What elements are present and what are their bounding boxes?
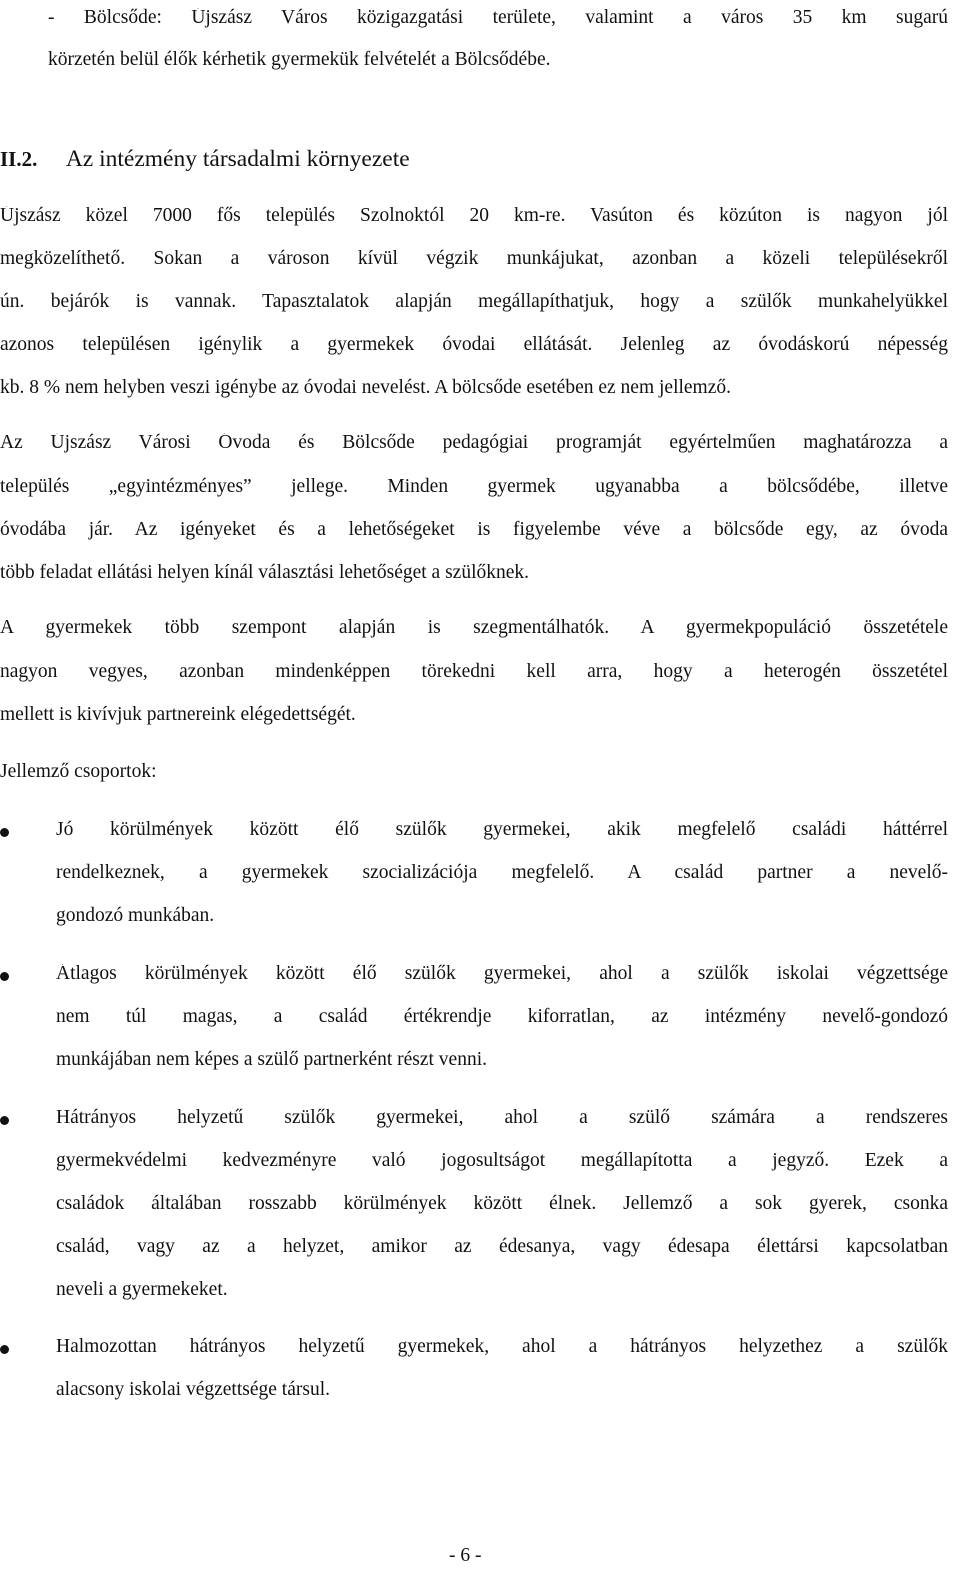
bullet-dot-icon	[0, 1345, 9, 1354]
p2-line-1: Az Újszász Városi Óvoda és Bölcsőde pedagógiai programját egyértelműen maghatározza a	[0, 433, 948, 453]
p2-line-2: település „egyintézményes” jellege. Minden gyermek ugyanabba a bölcsődébe, illetve	[0, 477, 948, 497]
groups-heading: Jellemző csoportok:	[0, 761, 157, 782]
p1-line-4: azonos településen igénylik a gyermekek óvodai ellátását. Jelenleg az óvodáskorú népesség	[0, 335, 948, 355]
section-title: Az intézmény társadalmi környezete	[65, 146, 410, 172]
bullet-4-line-1: Halmozottan hátrányos helyzetű gyermekek, ahol a hátrányos helyzethez a szülők	[56, 1337, 948, 1357]
intro-line-2: körzetén belül élők kérhetik gyermekük felvételét a Bölcsődébe.	[48, 49, 551, 70]
p3-line-3: mellett is kivívjuk partnereink elégedettségét.	[0, 704, 356, 725]
p3-line-1: A gyermekek több szempont alapján is szegmentálhatók. A gyermekpopuláció összetétele	[0, 618, 948, 638]
p1-line-2: megközelíthető. Sokan a városon kívül végzik munkájukat, azonban a közeli településekről	[0, 249, 948, 269]
page-number: - 6 -	[449, 1545, 482, 1566]
bullet-2-line-2: nem túl magas, a család értékrendje kiforratlan, az intézmény nevelő-gondozó	[56, 1007, 948, 1027]
bullet-3-line-5: neveli a gyermekeket.	[56, 1279, 228, 1300]
p1-line-3: ún. bejárók is vannak. Tapasztalatok alapján megállapíthatjuk, hogy a szülők munkahelyükkel	[0, 292, 948, 312]
bullet-dot-icon	[0, 1116, 9, 1125]
bullet-4-line-2: alacsony iskolai végzettsége társul.	[56, 1379, 330, 1400]
bullet-1-line-2: rendelkeznek, a gyermekek szocializációja megfelelő. A család partner a nevelő-	[56, 863, 948, 883]
p2-line-4: több feladat ellátási helyen kínál választási lehetőséget a szülőknek.	[0, 562, 530, 583]
bullet-3-line-4: család, vagy az a helyzet, amikor az édesanya, vagy édesapa élettársi kapcsolatban	[56, 1237, 948, 1257]
bullet-dot-icon	[0, 828, 9, 837]
p3-line-2: nagyon vegyes, azonban mindenképpen törekedni kell arra, hogy a heterogén összetétel	[0, 662, 948, 682]
p1-line-5: kb. 8 % nem helyben veszi igénybe az óvodai nevelést. A bölcsőde esetében ez nem jellemző.	[0, 377, 732, 398]
bullet-3-line-3: családok általában rosszabb körülmények között élnek. Jellemző a sok gyerek, csonka	[56, 1194, 948, 1214]
bullet-1-line-3: gondozó munkában.	[56, 905, 215, 926]
bullet-3-line-2: gyermekvédelmi kedvezményre való jogosultságot megállapította a jegyző. Ezek a	[56, 1151, 948, 1171]
p1-line-1: Újszász közel 7000 fős település Szolnoktól 20 km-re. Vasúton és közúton is nagyon jól	[0, 206, 948, 226]
bullet-2-line-3: munkájában nem képes a szülő partnerként részt venni.	[56, 1049, 488, 1070]
bullet-2-line-1: Átlagos körülmények között élő szülők gyermekei, ahol a szülők iskolai végzettsége	[56, 964, 948, 984]
p2-line-3: óvodába jár. Az igényeket és a lehetőségeket is figyelembe véve a bölcsőde egy, az óvoda	[0, 520, 948, 540]
section-heading	[0, 148, 410, 172]
bullet-dot-icon	[0, 972, 9, 981]
intro-line-1: - Bölcsőde: Újszász Város közigazgatási területe, valamint a város 35 km sugarú	[48, 8, 948, 28]
section-number: II.2.	[0, 147, 38, 171]
bullet-3-line-1: Hátrányos helyzetű szülők gyermekei, ahol a szülő számára a rendszeres	[56, 1108, 948, 1128]
bullet-1-line-1: Jó körülmények között élő szülők gyermekei, akik megfelelő családi háttérrel	[56, 820, 948, 840]
